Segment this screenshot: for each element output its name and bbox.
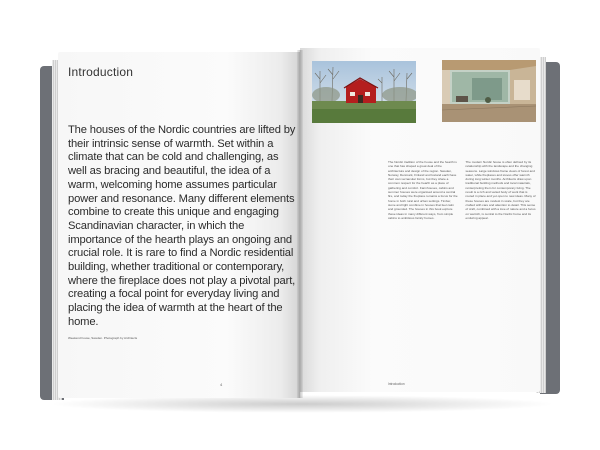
- chapter-title: Introduction: [68, 65, 134, 79]
- left-page: [58, 52, 300, 398]
- page-number: 4: [220, 382, 223, 387]
- interior-courtyard-photo: [442, 60, 536, 122]
- right-page: [300, 48, 540, 392]
- body-column: The modern Nordic house is often defined by its relationship with the landscape and the changing seasons. Large windows frame views of forest and water, while fireplaces and stoves offer warmth during long winter months. Architects draw upon traditional building methods and local materials, reinterpreting them for contemporary living. The result is a rich and varied body of work that is rooted in place and yet open to new ideas. Many of these houses are modest in scale, but they are crafted with care and attention to detail. This sense of craft, combined with a love of nature and a focus on warmth, is central to the Nordic home and its enduring appeal.: [465, 160, 536, 220]
- book-gutter: [297, 50, 303, 398]
- running-foot: Introduction: [388, 382, 405, 386]
- body-column: The Nordic tradition of the house and the hearth is one that has shaped a great deal of the architecture and design of the region. Sweden, Norway, Denmark, Finland and Iceland each have their own vernacular forms, but they share a common respect for the hearth as a place of gathering and comfort. Farmhouses, cabins and summer houses were organised around a central fire, and today the fireplace remains a focus for the home in both rural and urban settings. Timber, stone and light combine in houses that feel calm and grounded. The houses in this book explore these ideas in many different ways, from simple cabins to ambitious family homes.: [388, 160, 458, 220]
- body-columns: [388, 160, 536, 220]
- left-page-caption: Weekend house, Sweden. Photograph by Architects: [68, 336, 138, 340]
- red-barn-house-photo: [312, 61, 416, 123]
- intro-paragraph: The houses of the Nordic countries are lifted by their intrinsic sense of warmth. Set within a climate that can be cold and challenging, as well as bracing and beautiful, the idea of a warm, welcoming home assumes particular power and resonance. Many different elements combine to create this unique and engaging Scandinavian character, in which the importance of the hearth plays an ongoing and crucial role. It is rare to find a Nordic residential building, whether traditional or contemporary, where the fireplace does not play a pivotal part, creating a focal point for everyday living and placing the idea of warmth at the heart of the home.: [68, 124, 296, 328]
